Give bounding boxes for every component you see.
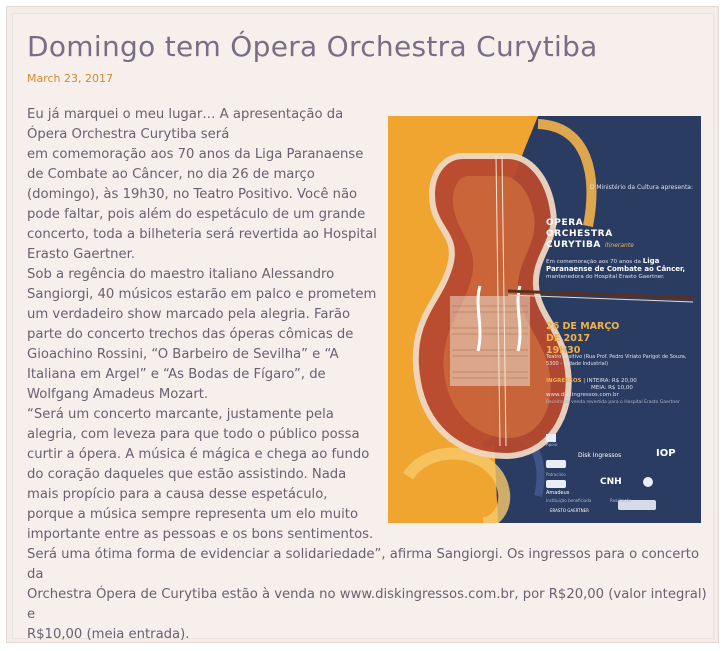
iop-logo: IOP [656,448,676,459]
erasto-logo: ERASTO GAERTNER [550,508,589,513]
post-title[interactable]: Domingo tem Ópera Orchestra Curytiba [27,30,598,63]
body-line: Gioachino Rossini, “O Barbeiro de Sevilha” e “A [27,347,339,362]
amadeus-logo: Amadeus [546,490,570,496]
body-line: curtir a ópera. A música é mágica e chega ao fundo [27,447,370,462]
body-line: Será uma ótima forma de evidenciar a solidariedade”, afirma Sangiorgi. Os ingressos para o concerto da [27,547,700,582]
body-line: mais propício para a causa desse espetáculo, [27,487,328,502]
body-line: R$10,00 (meia entrada). [27,627,190,642]
body-line: Eu já marquei o meu lugar… A apresentação da [27,107,344,122]
body-line: (domingo), às 19h30, no Teatro Positivo. Você não [27,187,358,202]
body-line: “Será um concerto marcante, justamente pela [27,407,334,422]
poster-artwork [388,116,701,523]
post-date[interactable]: March 23, 2017 [27,72,114,85]
body-line: concerto, toda a bilheteria será revertida ao Hospital [27,227,377,242]
disk-ingressos-logo: Disk Ingressos [578,452,622,459]
body-line: em comemoração aos 70 anos da Liga Paranaense [27,147,364,162]
body-line: de Combate ao Câncer, no dia 26 de março [27,167,315,182]
poster-realization-label: Realização [610,498,632,503]
body-line: Italiana em Argel” e “As Bodas de Fígaro”, de [27,367,326,382]
poster-tickets: INGRESSOS | INTEIRA: R$ 20,00 MEIA: R$ 10,00 [546,378,637,391]
body-line: importante entre as pessoas e os bons sentimentos. [27,527,374,542]
concert-poster[interactable] [388,116,701,523]
body-line: Orchestra Ópera de Curytiba estão à venda no www.diskingressos.com.br, por R$20,00 (valor integral) e [27,587,707,622]
poster-beneficiary-label: Instituição beneficiada [546,498,592,503]
poster-intro: O Ministério da Cultura apresenta: [589,184,693,191]
body-line: Sangiorgi, 40 músicos estarão em palco e prometem [27,287,377,302]
poster-date: 26 DE MARÇO DE 2017 19H30 [546,321,620,356]
body-line: parte do concerto trechos das óperas cômicas de [27,327,354,342]
violin-image [416,156,569,456]
body-line: Erasto Gaertner. [27,247,136,262]
body-line: alegria, com leveza para que todo o público possa [27,427,360,442]
body-line: pode faltar, pois além do espetáculo de um grande [27,207,366,222]
body-line: Ópera Orchestra Curytiba será [27,127,230,142]
poster-site: www.diskingressos.com.br Receita da venda revertida para o Hospital Erasto Gaertner [546,392,680,405]
post-body [27,105,377,545]
poster-venue: Teatro Positivo (Rua Prof. Pedro Viriato Parigot de Souza, 5300 - Cidade Industrial) [546,354,687,367]
body-line: Sob a regência do maestro italiano Alessandro [27,267,335,282]
body-line: Wolfgang Amadeus Mozart. [27,387,209,402]
poster-commemoration: Em comemoração aos 70 anos da Liga Paranaense de Combate ao Câncer, mantenedora do Hospital Erasto Gaertner. [546,257,686,280]
body-line: um verdadeiro show marcado pela alegria. Farão [27,307,351,322]
body-line: do coração daqueles que estão assistindo. Nada [27,467,347,482]
poster-sponsor-label: Patrocínio [546,472,566,477]
body-line: porque a música sempre representa um elo muito [27,507,359,522]
poster-title: OPERA ORCHESTRA CURYTIBA itinerante [546,218,634,250]
cnh-logo: CNH [600,477,622,487]
post-body-continued [27,545,712,645]
poster-support-label: Apoio [546,442,558,447]
